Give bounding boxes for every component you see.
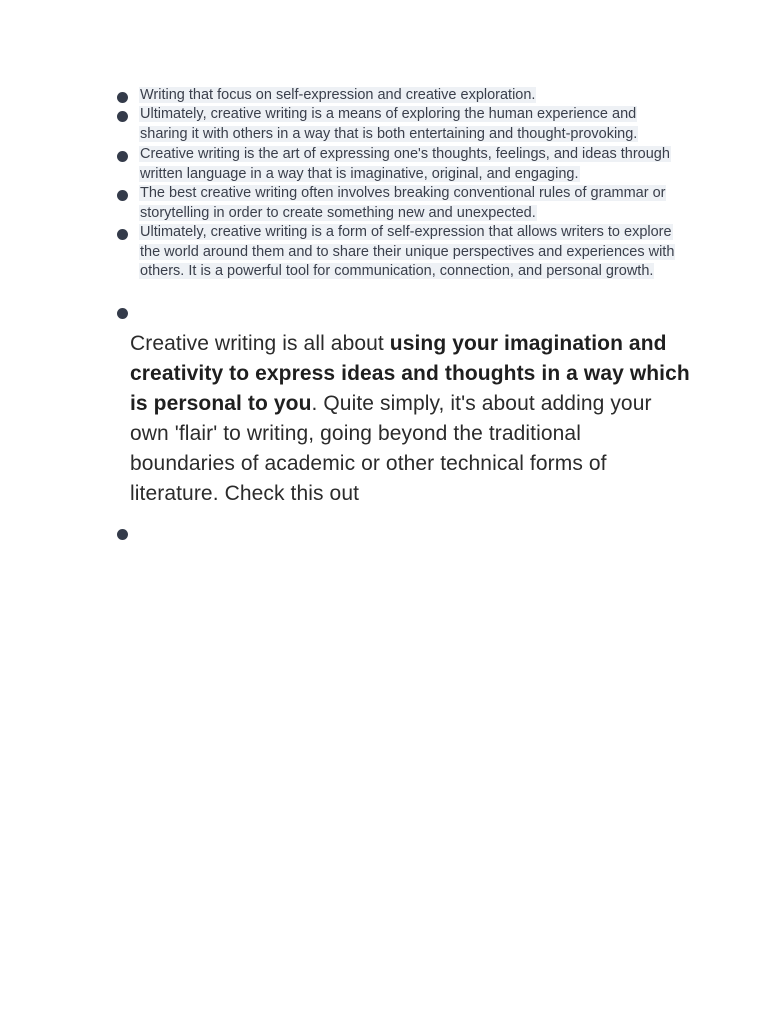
bullet-marker (117, 151, 128, 162)
bullet-marker (117, 308, 128, 319)
list-item (139, 184, 684, 223)
quote-emphasis: using your imagination and creativity to express ideas and thoughts in a way which is personal to you (130, 332, 690, 415)
bullet-marker (117, 111, 128, 122)
list-item-text: Creative writing is the art of expressing one's thoughts, feelings, and ideas through written language in a way that is imaginative, original, and engaging. (140, 146, 670, 182)
bullet-marker (117, 229, 128, 240)
list-item (139, 86, 684, 106)
bullet-marker-empty (117, 529, 128, 540)
list-item-text: Ultimately, creative writing is a means of exploring the human experience and sharing it with others in a way that is both entertaining and thought-provoking. (140, 106, 638, 142)
quote-intro: Creative writing is all about (130, 332, 390, 355)
list-item-text: Writing that focus on self-expression and creative exploration. (140, 87, 536, 103)
quote-rest: . Quite simply, it's about adding your own 'flair' to writing, going beyond the traditional boundaries of academic or other technical forms of literature. Check this out (130, 392, 652, 505)
list-item (139, 145, 684, 184)
list-item-text: Ultimately, creative writing is a form of self-expression that allows writers to explore the world around them and to share their unique perspectives and experiences with others. It is a powerful tool for communication, connection, and personal growth. (140, 224, 675, 280)
list-item (139, 223, 684, 282)
list-item-text: The best creative writing often involves breaking conventional rules of grammar or storytelling in order to create something new and unexpected. (140, 185, 666, 221)
quote-image-text (130, 329, 690, 509)
list-item (139, 105, 684, 144)
bullet-marker (117, 190, 128, 201)
bullet-marker (117, 92, 128, 103)
